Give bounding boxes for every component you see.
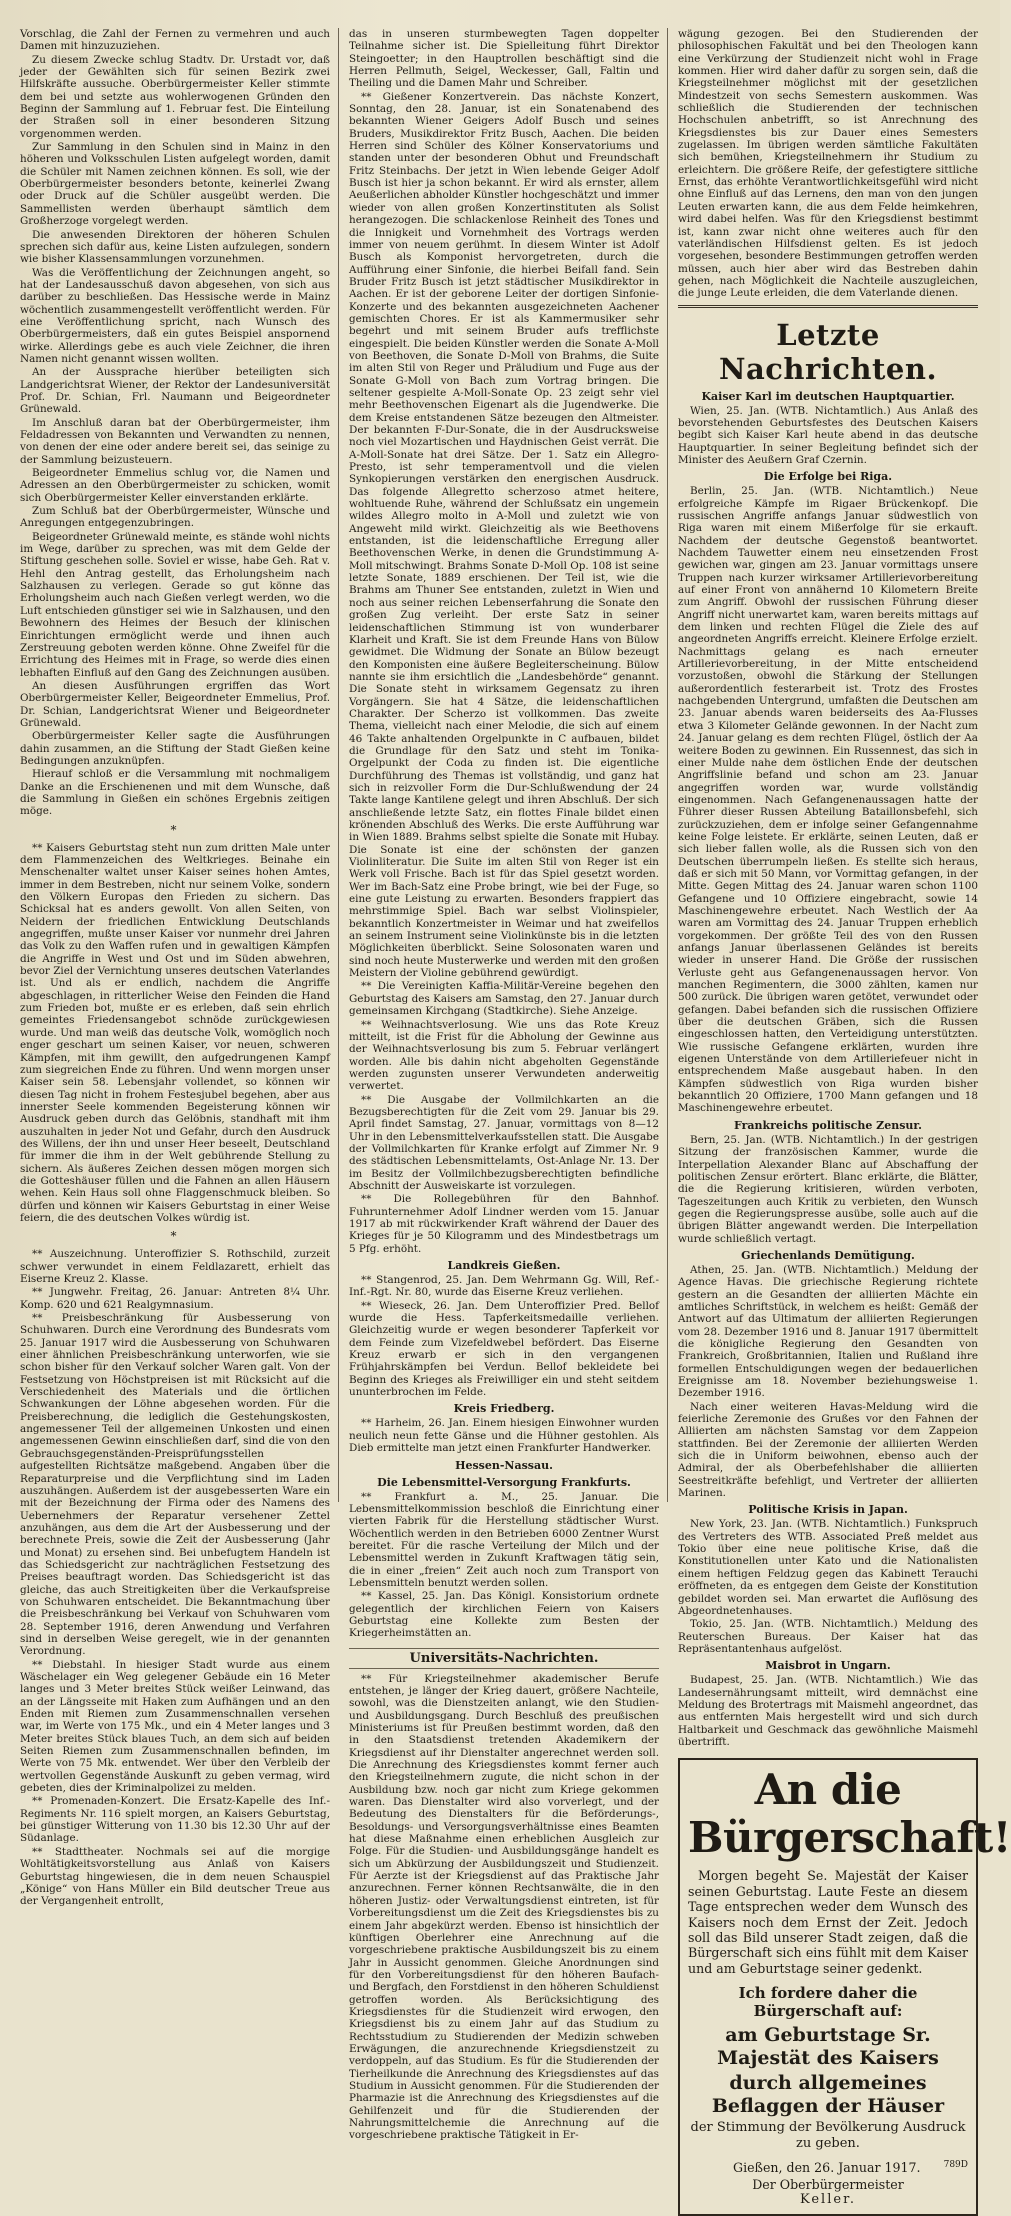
proclamation-box (678, 1758, 1011, 2216)
double-rule (678, 305, 978, 308)
proclamation-place-date (688, 2160, 968, 2175)
article-paragraph: Was die Veröffentlichung der Zeichnungen angeht, so hat der Landesausschuß davon abgesehen, von sich aus darüber zu beschließen. Das Hessische werde in Mainz wöchentlich zusammengestellt veröffentlicht werden. Für eine Veröffentlichung spricht, nach Wunsch des Oberbürgermeisters, daß ein gutes Beispiel anspornend wirke. Allerdings gebe es auch viele Zeichner, die ihren Namen nicht genannt wissen wollten. (20, 266, 330, 365)
article-paragraph: ** Kassel, 25. Jan. Das Königl. Konsistorium ordnete gelegentlich der kirchlichen Feiern von Kaisers Geburtstag eine Kollekte zum Besten der Kriegerheimstätten an. (349, 1590, 659, 1640)
spacer (688, 2160, 710, 2175)
news-heading: Kaiser Karl im deutschen Hauptquartier. (701, 389, 955, 403)
article-paragraph: ** Harheim, 26. Jan. Einem hiesigen Einwohner wurden neulich neun fette Gänse und die Hühner gestohlen. Als Dieb ermittelte man jetzt einen Frankfurter Handwerker. (349, 1417, 659, 1455)
article-paragraph: Hierauf schloß er die Versammlung mit nochmaligem Danke an die Erschienenen und mit dem Wunsche, daß die Sammlung in Gießen ein schönes Ergebnis zeitigen möge. (20, 768, 330, 818)
news-paragraph: Wien, 25. Jan. (WTB. Nichtamtlich.) Aus Anlaß des bevorstehenden Geburtsfestes des Deutschen Kaisers begibt sich Kaiser Karl heute abend in das deutsche Hauptquartier. In seiner Begleitung befindet sich der Minister des Aeußern Graf Czernin. (678, 404, 978, 466)
article-paragraph: Beigeordneter Grünewald meinte, es stände wohl nichts im Wege, darüber zu sprechen, was mit dem Gelde der Stiftung geschehen solle. Soviel er wisse, habe Geh. Rat v. Hehl den Antrag gestellt, das Erholungsheim nach Salzhausen zu verlegen. Gerade so gut könne das Erholungsheim auch nach Gießen verlegt werden, wo die Luft entschieden günstiger sei wie in Salzhausen, und den Bewohnern des Heimes der Besuch der klinischen Einrichtungen ermöglicht werde und ihnen auch Zerstreuung geboten werden könne. Ohne Zweifel für die Errichtung des Heimes mit in Frage, so werde dies einen lebhaften Einfluß auf den Gang des Zeichnungen ausüben. (20, 530, 330, 679)
column-2 (349, 28, 668, 2142)
proclamation-demand-end: der Stimmung der Bevölkerung Ausdruck zu geben. (690, 2120, 966, 2152)
article-paragraph: ** Stadttheater. Nochmals sei auf die morgige Wohltätigkeitsvorstellung aus Anlaß von Kaisers Geburtstag hingewiesen, die in dem neuen Schauspiel „Könige“ von Hans Müller ein Bild deutscher Treue aus der Vergangenheit entrollt, (20, 1845, 330, 1908)
article-paragraph: das in unseren sturmbewegten Tagen doppelter Teilnahme sicher ist. Die Spielleitung führt Direktor Steingoetter; in den Hauptrollen beschäftigt sind die Herren Pellmuth, Seigel, Weckesser, Gall, Faltin und Theiling und die Damen Mahr und Schreiber. (349, 28, 659, 90)
article-paragraph: Oberbürgermeister Keller sagte die Ausführungen dahin zusammen, an die Stiftung der Stadt Gießen keine Bedingungen anzuknüpfen. (20, 730, 330, 767)
place-date-text: Gießen, den 26. Januar 1917. (733, 2160, 921, 2176)
article-paragraph: An diesen Ausführungen ergriffen das Wort Oberbürgermeister Keller, Beigeordneter Emmelius, Prof. Dr. Schian, Landgerichtsrat Wiener und Beigeordneter Grünewald. (20, 679, 330, 729)
star-separator: * (170, 1229, 180, 1244)
article-konzertverein: ** Gießener Konzertverein. Das nächste Konzert, Sonntag, den 28. Januar, ist ein Sonatenabend des bekannten Wiener Geigers Adolf Busch und seines Bruders, Musikdirektor Fritz Busch, Aachen. Die beiden Herren sind Schüler des Kölner Konservatoriums und standen unter der besonderen Obhut und Freundschaft Fritz Steinbachs. Der jetzt in Wien lebende Geiger Adolf Busch ist hier ja schon bekannt. Er wird als ernster, allem Aeußerlichen abholder Künstler hochgeschätzt und immer wieder von allen großen Konzertinstituten als Solist herangezogen. Die schlackenlose Reinheit des Tones und die Innigkeit und Vornehmheit des Vortrags werden immer von neuem gerühmt. In diesem Winter ist Adolf Busch als Komponist hervorgetreten, durch die Aufführung einer Sinfonie, die hierbei Beifall fand. Sein Bruder Fritz Busch ist jetzt städtischer Musikdirektor in Aachen. Er ist der geborene Leiter der dortigen Sinfonie-Konzerte und des bekannten ausgezeichneten Aachener gemischten Chores. Er ist als Kammermusiker sehr begehrt und mit seinem Bruder aufs trefflichste eingespielt. Die beiden Künstler werden die Sonate A-Moll von Beethoven, die Sonate D-Moll von Brahms, die Suite im alten Stil von Reger und Präludium und Fuge aus der Sonate G-Moll von Bach zum Vortrag bringen. Die seltener gespielte A-Moll-Sonate Op. 23 zeigt sehr viel mehr Beethovenschen Eigenart als die Jugendwerke. Die dem Kreise entstandenen Sätze bezeugen den Altmeister. Der bekannten F-Dur-Sonate, die in der Ausdrucksweise noch viel Mozartischen und Haydnischen Geist verrät. Die A-Moll-Sonate hat drei Sätze. Der 1. Satz ein Allegro-Presto, ist sehr temperamentvoll und die vielen Synkopierungen verstärken den energischen Ausdruck. Das folgende Allegretto scherzoso atmet heitere, wohltuende Ruhe, während der Schlußsatz ein ungemein wildes Allegro molto in A-Moll und zuletzt wie von Angeweht mild wirkt. Gleichzeitig als wie Beethovens entstanden, ist die leidenschaftliche Erregung aller Beethovenschen Werke, in denen die Grundstimmung A-Moll mitschwingt. Brahms Sonate D-Moll Op. 108 ist seine letzte Sonate, 1889 erschienen. Der Teil ist, wie die Brahms am Thuner See entstanden, zuletzt in Wien und noch aus seiner reichen Lebenserfahrung die Sonate den großen Zug verleiht. Der erste Satz in seiner leidenschaftlichen Stimmung ist von wunderbarer Klarheit und Kraft. Sie ist dem Freunde Hans von Bülow gewidmet. Die Widmung der Sonate an Bülow bezeugt den Komponisten eine äußere Begleiterscheinung. Bülow nannte sie ihm ersichtlich die „Landesbehörde“ genannt. Die Sonate steht in wirksamem Gegensatz zu ihren Vorgängern. Sie hat 4 Sätze, die leidenschaftlichen Charakter. Der Scherzo ist vollkommen. Das zweite Thema, vielleicht nach einer Melodie, die sich auf einem 46 Takte anhaltenden Orgelpunkte in C aufbauen, bildet die Grundlage für den Satz und steht im Tonika-Orgelpunkt der Coda zu finden ist. Die eigentliche Durchführung des Themas ist vollständig, und ganz hat sich in reizvoller Form die Dur-Schlußwendung der 24 Takte lange Kantilene gelegt und ihren Abschluß. Der sich anschließende letzte Satz, ein flottes Finale bildet einen krönenden Abschluß des Werks. Die erste Aufführung war in Wien 1889. Brahms selbst spielte die Sonate mit Hubay. Die Sonate ist eine der schönsten der ganzen Violinliteratur. Die Suite im alten Stil von Reger ist ein Werk voll Frische. Bach ist für das Spiel gesetzt worden. Wer im Bach-Satz eine Probe bringt, wie bei der Fuge, so eine gute Leistung zu erwarten. Besonders frappiert das mehrstimmige Spiel. Bach war selbst Violinspieler, bekanntlich Konzertmeister in Weimar und hat zweifellos an seinem Instrument seine Violinkünste bis in die letzten Möglichkeiten überblickt. Seine Solosonaten waren und sind noch heute Musterwerke und werden mit den großen Meistern der Violine gebührend gewürdigt. (349, 90, 659, 980)
article-paragraph: ** Wieseck, 26. Jan. Dem Unteroffizier Pred. Bellof wurde die Hess. Tapferkeitsmedaille verliehen. Gleichzeitig wurde er wegen besonderer Tapferkeit vor dem Feinde zum Vizefeldwebel befördert. Das Eiserne Kreuz erwarb er sich in den vergangenen Frühjahrskämpfen bei Verdun. Bellof bekleidete bei Beginn des Krieges als Freiwilliger ein und steht seitdem ununterbrochen im Felde. (349, 1299, 659, 1399)
article-paragraph: Im Anschluß daran bat der Oberbürgermeister, ihm Feldadressen von Bekannten und Verwandten zu nennen, von denen der eine oder andere bereit sei, das seinige zu der Sammlung beizusteuern. (20, 416, 330, 466)
article-paragraph: ** Stangenrod, 25. Jan. Dem Wehrmann Gg. Will, Ref.-Inf.-Rgt. Nr. 80, wurde das Eiserne Kreuz verliehen. (349, 1274, 659, 1299)
proclamation-demand-line: durch allgemeines Beflaggen der Häuser (711, 2072, 945, 2118)
news-paragraph: Athen, 25. Jan. (WTB. Nichtamtlich.) Meldung der Agence Havas. Die griechische Regierung richtete gestern an die Gesandten der alliierten Mächte ein amtliches Schriftstück, in welchem es heißt: Gemäß der Antwort auf das Ultimatum der alliierten Regierungen vom 28. Dezember 1916 und 8. Januar 1917 übermittelt die königliche Regierung den Gesandten von Frankreich, Großbritannien, Italien und Rußland ihre formellen Entschuldigungen wegen der bedauerlichen Ereignisse am 18. November beziehungsweise 1. Dezember 1916. (678, 1263, 978, 1400)
article-paragraph: ** Die Rollegebühren für den Bahnhof. Fuhrunternehmer Adolf Lindner werden vom 15. Januar 1917 ab mit rückwirkender Kraft während der Dauer des Krieges für je 50 Kilogramm und des Mindestbetrags um 5 Pfg. erhöht. (349, 1193, 659, 1255)
news-paragraph: Berlin, 25. Jan. (WTB. Nichtamtlich.) Neue erfolgreiche Kämpfe im Rigaer Brückenkopf. Die russischen Angriffe anfangs Januar südwestlich von Riga waren mit einem Mißerfolge für sie erkauft. Nachdem der deutsche Gegenstoß beantwortet. Nachdem Tauwetter einem neu einsetzenden Frost gewichen war, gingen am 23. Januar vormittags unsere Truppen nach kurzer wirksamer Artillerievorbereitung auf einer Front von annähernd 10 Kilometern Breite zum Angriff. Obwohl der russischen Führung dieser Angriff nicht unerwartet kam, waren bereits mittags auf dem linken und rechten Flügel die Ziele des auf angeordneten Angriffs erreicht. Kleinere Erfolge erzielt. Nachmittags gelang es nach erneuter Artillerievorbereitung, in der Mitte entscheidend vorzustoßen, obwohl die Stärkung der Stellungen außerordentlich festerarbeit ist. Trotz des Frostes nachgebenden Untergrund, umfaßten die Deutschen am 23. Januar abends waren beiderseits des Aa-Flusses etwa 3 Kilometer Gelände gewonnen. In der Nacht zum 24. Januar gelang es dem rechten Flügel, östlich der Aa weitere Boden zu gewinnen. Ein Russennest, das sich in einer Mulde nahe dem östlichen Ende der deutschen Angriffslinie befand und schon am 23. Januar angegriffen worden war, wurde vollständig eingenommen. Nach Gefangenenaussagen hatte der Führer dieser Russen Abteilung Bataillonsbefehl, sich zurückzuziehen, dem er infolge seiner Gefangennahme keine Folge leistete. Er erklärte, seinen Leuten, daß er sich lieber fallen wolle, als die Russen sich von den Deutschen überrumpeln ließen. Es stellte sich heraus, daß er sich mit 50 Mann, vor Vormittag gefangen, in der Mitte. Gegen Mittag des 24. Januar waren schon 1100 Gefangene und 10 Offiziere eingebracht, sowie 14 Maschinengewehre erbeutet. Nach Westlich der Aa waren am Vormittag des 24. Januar Truppen erheblich vorgekommen. Der größte Teil des von den Russen anfangs Januar überlassenen Geländes ist bereits wieder in unserer Hand. Die Größe der russischen Verluste geht aus Gefangenenaussagen hervor. Von manchen Regimentern, die 3000 zählten, kamen nur 500 zurück. Die übrigen waren getötet, verwundet oder gefangen. Dabei befanden sich die russischen Offiziere über die deutschen Gräben, sich die Russen eingeschlossen hatten, den Verteidigung unterstützten. Wie russische Gefangene erklärten, wurden ihre eigenen Unterstände von dem Artilleriefeuer nicht in entsprechendem Maße ausgebaut haben. In den Kämpfen südwestlich von Riga wurden bisher bekanntlich 20 Offiziere, 1700 Mann gefangen und 18 Maschinengewehre erbeutet. (678, 485, 978, 1115)
star-separator: * (170, 822, 180, 837)
section-heading-universitaet: Universitäts-Nachrichten. (349, 1648, 659, 1669)
article-paragraph: ** Die Ausgabe der Vollmilchkarten an die Bezugsberechtigten für die Zeit vom 29. Januar bis 29. April findet Samstag, 27. Januar, vormittags von 8—12 Uhr in den Lebensmittelverkaufsstellen statt. Die Ausgabe der Vollmilchkarten für Kranke erfolgt auf Zimmer Nr. 9 des städtischen Lebensmittelamts, Ost-Anlage Nr. 13. Der im Besitz der Vollmilchbezugsberechtigten befindliche Abschnitt der Ausweiskarte ist vorzulegen. (349, 1093, 659, 1192)
article-paragraph: Die anwesenden Direktoren der höheren Schulen sprechen sich dafür aus, keine Listen aufzulegen, sondern wie bisher Klassensammlungen vorzunehmen. (20, 228, 330, 266)
news-heading: Maisbrot in Ungarn. (765, 1659, 891, 1673)
news-paragraph: Nach einer weiteren Havas-Meldung wird die feierliche Zeremonie des Grußes vor den Fahnen der Alliierten am nächsten Samstag vor dem Zappeion stattfinden. Bei der Zeremonie der alliierten Werden sich die in Uniform beiwohnen, ebenso auch der Admiral, der als Oberbefehlshaber die alliierten Seestreitkräfte befehligt, und Vertreter der alliierten Marinen. (678, 1400, 978, 1500)
signature-title: Der Oberbürgermeister (752, 2177, 904, 2193)
section-heading: Landkreis Gießen. (447, 1259, 561, 1273)
article-paragraph: Zur Sammlung in den Schulen sind in Mainz in den höheren und Volksschulen Listen aufgelegt worden, damit die Schüler mit Namen zeichnen können. Es soll, wie der Oberbürgermeister besonders betonte, keinerlei Zwang oder Druck auf die Schüler ausgeübt werden. Die Sammellisten werden überhaupt sämtlich dem Großherzoge vorgelegt werden. (20, 141, 330, 228)
article-paragraph: Zum Schluß bat der Oberbürgermeister, Wünsche und Anregungen entgegenzubringen. (20, 505, 330, 530)
article-paragraph: ** Frankfurt a. M., 25. Januar. Die Lebensmittelkommission beschloß die Einrichtung einer vierten Fabrik für die Herstellung städtischer Wurst. Wöchentlich werden in den Betrieben 6000 Zentner Wurst bereitet. Für die rasche Verteilung der Milch und der Lebensmittel werden in Zukunft Kraftwagen tätig sein, die in einer „freien“ Zeit auch noch zum Transport von Lebensmitteln benutzt werden sollen. (349, 1490, 659, 1589)
article-paragraph: An der Aussprache hierüber beteiligten sich Landgerichtsrat Wiener, der Rektor der Landesuniversität Prof. Dr. Schian, Frl. Naumann und Beigeordneter Grünewald. (20, 366, 330, 416)
section-title-letzte-nachrichten: Letzte Nachrichten. (718, 317, 938, 386)
news-heading: Die Erfolge bei Riga. (763, 470, 893, 484)
article-paragraph: ** Promenaden-Konzert. Die Ersatz-Kapelle des Inf.-Regiments Nr. 116 spielt morgen, an Kaisers Geburtstag, bei günstiger Witterung von 11.30 bis 12.30 Uhr auf der Südanlage. (20, 1795, 330, 1845)
article-paragraph: ** Jungwehr. Freitag, 26. Januar: Antreten 8¼ Uhr. Komp. 620 und 621 Realgymnasium. (20, 1286, 330, 1311)
article-paragraph: wägung gezogen. Bei den Studierenden der philosophischen Fakultät und bei den Theologen kann eine Verkürzung der Studienzeit nicht wohl in Frage kommen. Hier wird daher dafür zu sorgen sein, daß die Kriegsteilnehmer möglichst mit der gesetzlichen Mindestzeit von sechs Semestern auskommen. Was schließlich die Studierenden der technischen Hochschulen anbetrifft, so ist Anrechnung des Kriegsdienstes bis zur Dauer eines Semesters zugelassen. Im übrigen werden sämtliche Fakultäten sich bemühen, Kriegsteilnehmern ihr Studium zu erleichtern. Die größere Reife, der gefestigtere sittliche Ernst, das erhöhte Verantwortlichkeitsgefühl wird nicht ohne Einfluß auf das Lernens, den man von den jungen Leuten erwarten kann, die aus dem Felde heimkehren, wird dabei helfen. Was für den Kriegsdienst bestimmt ist, kann zwar nicht ohne weiteres auch für den vaterländischen Hilfsdienst gelten. Es ist jedoch vorgesehen, besondere Bestimmungen getroffen werden müssen, auch hier aber wird das Bestreben dahin gehen, nach Möglichkeit die Nachteile auszugleichen, die junge Leute erleiden, die dem Vaterlande dienen. (678, 28, 978, 300)
proclamation-demand-line: am Geburtstage Sr. Majestät des Kaisers (717, 2024, 939, 2070)
news-heading: Frankreichs politische Zensur. (733, 1118, 923, 1132)
news-paragraph: Budapest, 25. Jan. (WTB. Nichtamtlich.) Wie das Landesernährungsamt mitteilt, wird demnächst eine Meldung des Brotertrags mit Maismehl angeordnet, das aus entfernten Mais hergestellt wird und sich durch Haltbarkeit und Geschmack das gewöhnliche Maismehl übertrifft. (678, 1674, 978, 1748)
article-paragraph: Zu diesem Zwecke schlug Stadtv. Dr. Urstadt vor, daß jeder der Gewählten sich für seinen Bezirk zwei Hilfskräfte aussuche. Oberbürgermeister Keller stimmte dem bei und setzte aus wohlerwogenen Gründen den Beginn der Sammlung auf 1. Februar fest. Die Einteilung der Straßen soll in einer besonderen Sitzung vorgenommen werden. (20, 53, 330, 140)
proclamation-title: An die Bürgerschaft! (688, 1765, 1011, 1863)
proclamation-text: Morgen begeht Se. Majestät der Kaiser seinen Geburtstag. Laute Feste an diesem Tage entsprechen weder dem Wunsch des Kaisers noch dem Ernst der Zeit. Jedoch soll das Bild unserer Stadt zeigen, daß die Bürgerschaft sich eins fühlt mit dem Kaiser und am Geburtstage seiner gedenkt. (688, 1868, 968, 1976)
article-paragraph: Beigeordneter Emmelius schlug vor, die Namen und Adressen an den Oberbürgermeister zu schicken, womit sich Oberbürgermeister Keller einverstanden erklärte. (20, 467, 330, 504)
news-paragraph: New York, 23. Jan. (WTB. Nichtamtlich.) Funkspruch des Vertreters des WTB. Associated Preß meldet aus Tokio über eine neue politische Krise, daß die Konstitutionellen unter Kato und die Nationalisten einem heftigen Feldzug gegen das Kabinett Terauchi eröffneten, da es entgegen dem Geiste der Konstitution gebildet worden sei. Man erwartet die Auflösung des Abgeordnetenhauses. (678, 1518, 978, 1617)
section-heading: Kreis Friedberg. (453, 1402, 555, 1416)
article-paragraph: ** Die Vereinigten Kaffia-Militär-Vereine begehen den Geburtstag des Kaisers am Samstag, den 27. Januar durch gemeinsamen Kirchgang (Stadtkirche). Siehe Anzeige. (349, 980, 659, 1018)
column-3 (678, 28, 1011, 2208)
article-paragraph: ** Weihnachtsverlosung. Wie uns das Rote Kreuz mitteilt, ist die Frist für die Abholung der Gewinne aus der Weihnachtsverlosung bis zum 5. Februar verlängert worden. Alle bis dahin nicht abgeholten Gegenstände werden zugunsten unserer Verwundeten anderweitig verwertet. (349, 1018, 659, 1093)
article-kaisers-geburtstag: ** Kaisers Geburtstag steht nun zum dritten Male unter dem Flammenzeichen des Weltkrieges. Beinahe ein Menschenalter waltet unser Kaiser seines hohen Amtes, immer in dem Bestreben, nicht nur seinem Volke, sondern den Völkern Europas den Frieden zu sichern. Das Schicksal hat es anders gewollt. Von allen Seiten, von Neidern der friedlichen Entwicklung Deutschlands angegriffen, mußte unser Kaiser vor nunmehr drei Jahren das Volk zu den Waffen rufen und in gewaltigen Kämpfen die Angriffe in West und Ost und im Süden abwehren, bevor Ziel der Vernichtung unseres deutschen Vaterlandes ist. Und als er endlich, nachdem die Angriffe abgeschlagen, in ritterlicher Weise den Feinden die Hand zum Frieden bot, mußte er es erleben, daß sein ehrlich gemeintes Friedensangebot schnöde zurückgewiesen wurde. Und man weiß das deutsche Volk, womöglich noch enger geschart um seinen Kaiser, vor neuen, schweren Kämpfen, mit ihm gewillt, den aufgedrungenen Kampf zum siegreichen Ende zu führen. Und wenn morgen unser Kaiser sein 58. Lebensjahr vollendet, so können wir diesen Tag nicht in frohem Festesjubel begehen, aber aus innerster Seele kommenden Begeisterung können wir Ausdruck geben durch das Gelöbnis, standhaft mit ihm auszuhalten in jeder Not und Gefahr, durch den Ausdruck des Willens, der ihn und unser Heer beseelt, Deutschland für immer die ihm in der Welt gebührende Stellung zu sichern. Als äußeres Zeichen dessen mögen morgen sich die Gotteshäuser füllen und die Fahnen an allen Häusern wehen. Kein Haus soll ohne Flaggenschmuck bleiben. So dürfen und können wir Kaisers Geburtstag in einer Weise feiern, die des deutschen Volkes würdig ist. (20, 841, 330, 1224)
section-subheading: Die Lebensmittel-Versorgung Frankfurts. (377, 1475, 631, 1489)
proclamation-demand: Ich fordere daher die Bürgerschaft auf: (738, 1984, 918, 2021)
article-paragraph: ** Diebstahl. In hiesiger Stadt wurde aus einem Wäschelager ein Weg gelegener Gebäude ein 16 Meter langes und 3 Meter breites Stück weißer Leinwand, das an der Längsseite mit Haken zum Aufhängen und an den Enden mit Riemen zum Zusammenschnallen versehen war, im Werte von 175 Mk., und ein 4 Meter langes und 3 Meter breites Stück blaues Tuch, an dem sich auf beiden Seiten Riemen zum Zusammenschnallen befinden, im Werte von 75 Mk. entwendet. Wer über den Verbleib der wertvollen Gegenstände Auskunft zu geben vermag, wird gebeten, dies der Kriminalpolizei zu melden. (20, 1658, 330, 1795)
article-paragraph: Vorschlag, die Zahl der Fernen zu vermehren und auch Damen mit hinzuzuziehen. (20, 28, 330, 53)
signature-name: Keller. (800, 2192, 856, 2208)
news-paragraph: Tokio, 25. Jan. (WTB. Nichtamtlich.) Meldung des Reuterschen Bureaus. Der Kaiser hat das Repräsentantenhaus aufgelöst. (678, 1618, 978, 1655)
article-paragraph: ** Preisbeschränkung für Ausbesserung von Schuhwaren. Durch eine Verordnung des Bundesrats vom 25. Januar 1917 wird die Ausbesserung von Schuhwaren einer ähnlichen Preisbeschränkung unterworfen, wie sie schon bisher für den Verkauf solcher Waren galt. Von der Festsetzung von Höchstpreisen ist mit Rücksicht auf die Verschiedenheit des Materials und die örtlichen Schwankungen der Löhne abgesehen worden. Für die Preisberechnung, die lediglich die Gestehungskosten, angemessener Teil der allgemeinen Unkosten und einen angemessenen Gewinn einschließen darf, sind die von den Gebrauchsgegenständen-Preisprüfungsstellen aufgestellten Richtsätze maßgebend. Angaben über die Reparaturpreise und die Verpflichtung sind im Laden auszuhängen. Außerdem ist der ausgebesserten Ware ein mit der Bezeichnung der Firma oder des Namens des Uebernehmers der Reparatur versehener Zettel anzuhängen, aus dem die Art der Ausbesserung und der berechnete Preis, sowie die Zeit der Ausbesserung (Jahr und Monat) zu ersehen sind. Bei unbefugtem Handeln ist das Schiedsgericht zur nachträglichen Festsetzung des Preises beauftragt worden. Das Schiedsgericht ist das gleiche, das auch Streitigkeiten über die Verkaufspreise von Schuhwaren entscheidet. Die Bekanntmachung über die Preisbeschränkung bei Verkauf von Schuhwaren vom 28. September 1916, deren Anwendung und Verfahren sind in derselben Weise geregelt, wie in der genannten Verordnung. (20, 1312, 330, 1658)
article-paragraph: ** Für Kriegsteilnehmer akademischer Berufe entstehen, je länger der Krieg dauert, größere Nachteile, sowohl, was die Dienstzeiten anlangt, wie den Studien- und Ausbildungsgang. Durch Beschluß des preußischen Ministeriums ist für Preußen bestimmt worden, daß den in den Staatsdienst tretenden Akademikern der Kriegsdienst auf ihr Dienstalter angerechnet werden soll. Die Anrechnung des Kriegsdienstes kommt ferner auch den Kriegsteilnehmern zugute, die nicht schon in der Ausbildung bzw. noch gar nicht zum Kriege gekommen waren. Das Dienstalter wird also vorverlegt, und der Bedeutung des Dienstalters für die Beförderungs-, Besoldungs- und Versorgungsverhältnisse eines Beamten hat diese Maßnahme einen erheblichen Ausgleich zur Folge. Für die Studien- und Ausbildungsgänge handelt es sich um Abkürzung der Ausbildungszeit und Studienzeit. Für Aerzte ist der Kriegsdienst auf das Praktische Jahr anzurechnen. Ferner können Rechtsanwälte, die in den höheren Justiz- oder Verwaltungsdienst eintreten, ist für Vorbereitungsdienst um die Zeit des Kriegsdienstes bis zu einem Jahr abgekürzt werden. Ebenso ist hinsichtlich der künftigen Oberlehrer eine Anrechnung auf die vorgeschriebene praktische Ausbildungszeit bis zu einem Jahr in Aussicht genommen. Gleiche Anordnungen sind für den Vorbereitungsdienst für den höheren Baufach- und Bergfach, den Forstdienst in den höheren Schuldienst getroffen worden. Als Berücksichtigung des Kriegsdienstes für die Studienzeit wird erwogen, den Kriegsdienst bis zu einem Jahr auf das Studium zu Rechtsstudium zu Studierenden der Medizin schweben Erwägungen, die anzurechnende Kriegsdienstzeit zu verdoppeln, auf das Studium. Es für die Studierenden der Tierheilkunde die Anrechnung des Kriegsdienstes auf das Studium in Aussicht genommen. Für die Studierenden der Pharmazie ist die Anrechnung des Kriegsdienstes auf die Gehilfenzeit und für die Studierenden der Nahrungsmittelchemie die Anrechnung auf die vorgeschriebene praktische Tätigkeit in Er- (349, 1672, 659, 2142)
news-paragraph: Bern, 25. Jan. (WTB. Nichtamtlich.) In der gestrigen Sitzung der französischen Kammer, wurde die Interpellation Alexander Blanc auf Abschaffung der politischen Zensur erörtert. Blanc erklärte, die Blätter, die die Regierung kritisieren, würden verboten, Tageszeitungen auch Kritik zu verbieten, den Wunsch gegen die Regierungspresse ausübe, solle auch auf die übrigen Blätter angewandt werden. Die Interpellation wurde schließlich vertagt. (678, 1133, 978, 1245)
column-1 (20, 28, 339, 1908)
news-heading: Griechenlands Demütigung. (741, 1248, 915, 1262)
ad-code: 789D (943, 2160, 968, 2171)
news-heading: Politische Krisis in Japan. (748, 1503, 908, 1517)
section-heading: Hessen-Nassau. (455, 1458, 553, 1472)
article-paragraph: ** Auszeichnung. Unteroffizier S. Rothschild, zurzeit schwer verwundet in einem Feldlazarett, erhielt das Eiserne Kreuz 2. Klasse. (20, 1248, 330, 1285)
